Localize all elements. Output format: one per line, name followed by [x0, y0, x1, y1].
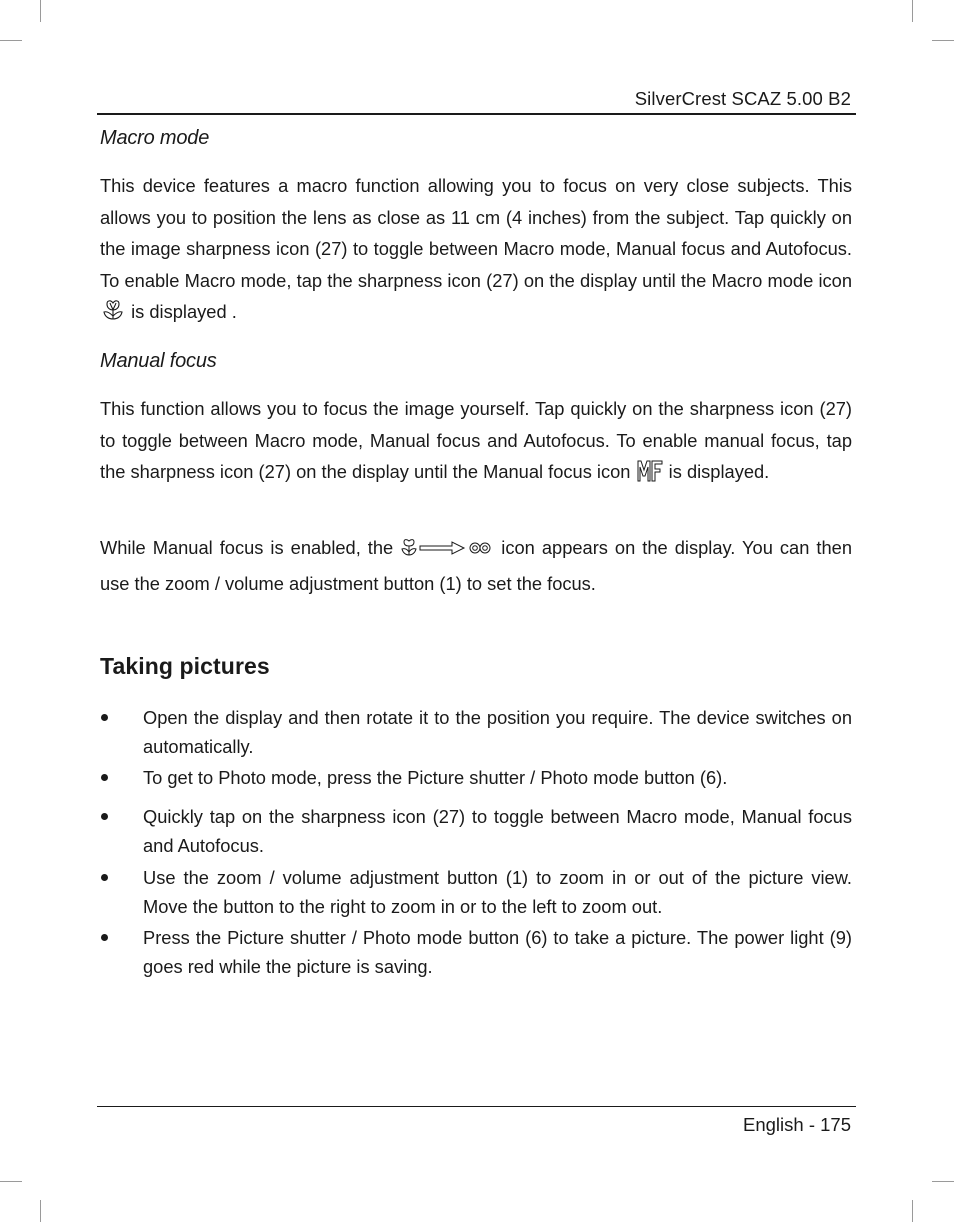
macro-mode-paragraph	[100, 170, 852, 332]
manual-focus-paragraph	[100, 393, 852, 492]
crop-mark	[932, 40, 954, 41]
macro-to-infinity-focus-scale-icon	[401, 536, 493, 568]
page-number: English - 175	[743, 1114, 851, 1135]
manual-focus-scale-text-end: icon appears on the display. You can then use the zoom / volume adjustment button (1) to set the focus.	[100, 537, 852, 594]
header-rule	[97, 113, 856, 115]
macro-flower-icon	[101, 298, 125, 332]
bullet-icon	[101, 934, 108, 941]
list-item-text: Press the Picture shutter / Photo mode button (6) to take a picture. The power light (9) goes red while the picture is saving.	[143, 927, 852, 977]
crop-mark	[40, 0, 41, 22]
crop-mark	[912, 0, 913, 22]
crop-mark	[0, 40, 22, 41]
crop-mark	[912, 1200, 913, 1222]
list-item-text: To get to Photo mode, press the Picture shutter / Photo mode button (6).	[143, 767, 728, 788]
taking-pictures-title: Taking pictures	[100, 653, 270, 679]
crop-mark	[0, 1181, 22, 1182]
list-item-text: Use the zoom / volume adjustment button (1) to zoom in or out of the picture view. Move the button to the right to zoom in or to the left to zoom out.	[143, 867, 852, 917]
running-header: SilverCrest SCAZ 5.00 B2	[634, 88, 851, 109]
list-item-text: Open the display and then rotate it to the position you require. The device switches on automatically.	[143, 707, 852, 757]
manual-focus-scale-text: While Manual focus is enabled, the	[100, 537, 394, 558]
crop-mark	[932, 1181, 954, 1182]
manual-focus-text-end: is displayed.	[668, 461, 770, 482]
macro-mode-text-end: is displayed .	[131, 301, 237, 322]
bullet-icon	[101, 774, 108, 781]
macro-mode-text: This device features a macro function allowing you to focus on very close subjects. This allows you to position the lens as close as 11 cm (4 inches) from the subject. Tap quickly on the image sharpness icon (27) to toggle between Macro mode, Manual focus and Autofocus. To enable Macro mode, tap the sharpness icon (27) on the display until the Macro mode icon	[100, 175, 852, 291]
manual-focus-heading: Manual focus	[100, 350, 217, 372]
crop-mark	[40, 1200, 41, 1222]
macro-mode-heading: Macro mode	[100, 127, 210, 149]
bullet-icon	[101, 813, 108, 820]
manual-focus-mf-icon	[637, 460, 663, 492]
manual-focus-text: This function allows you to focus the image yourself. Tap quickly on the sharpness icon (27) to toggle between Macro mode, Manual focus and Autofocus. To enable manual focus, tap the sharpness icon (27) on the display until the Manual focus icon	[100, 398, 852, 482]
footer-rule	[97, 1106, 856, 1107]
bullet-icon	[101, 714, 108, 721]
list-item-text: Quickly tap on the sharpness icon (27) to toggle between Macro mode, Manual focus and Autofocus.	[143, 806, 852, 856]
manual-focus-scale-paragraph	[100, 532, 852, 599]
bullet-icon	[101, 874, 108, 881]
